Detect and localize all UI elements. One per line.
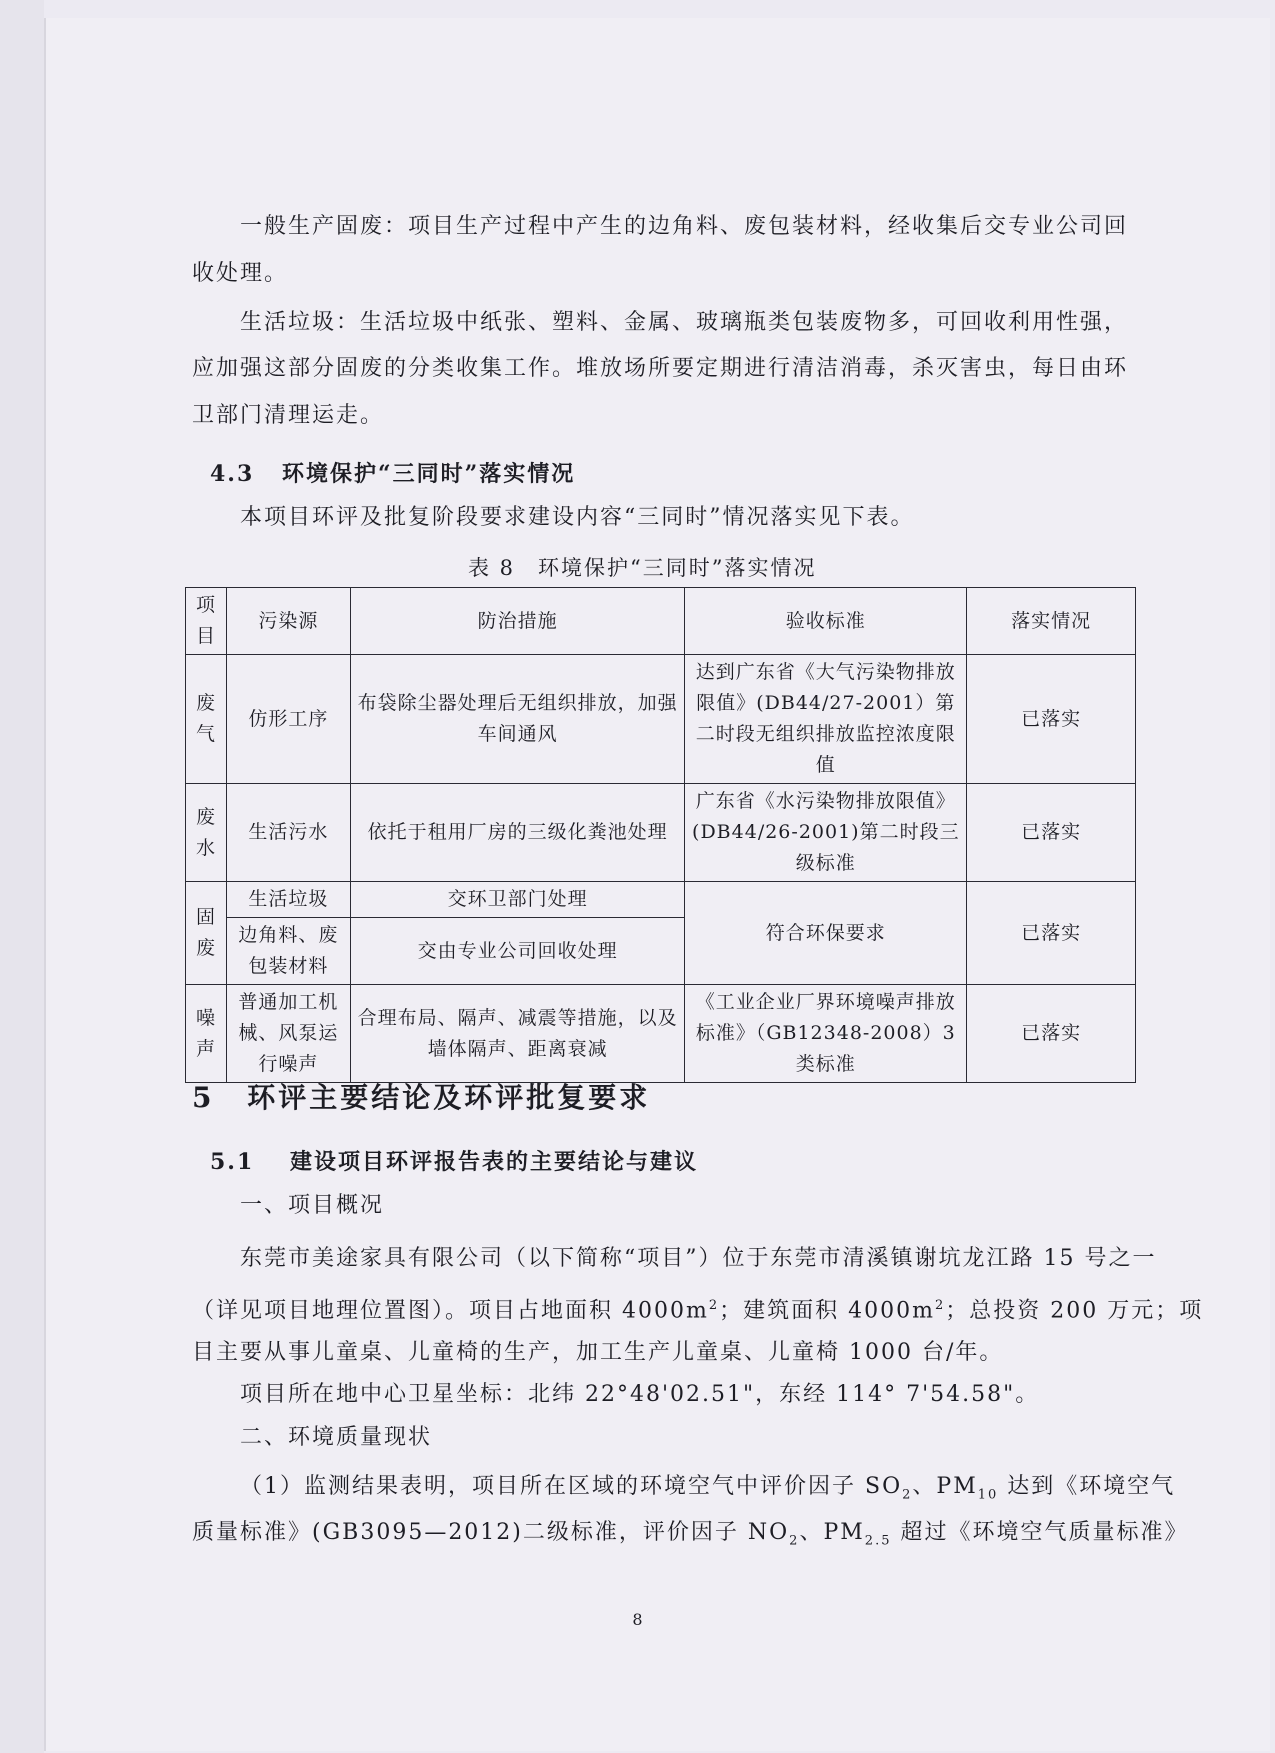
section-title: 环境保护“三同时”落实情况 bbox=[281, 461, 576, 487]
standard-cell: 达到广东省《大气污染物排放限值》(DB44/27-2001）第二时段无组织排放监控浓度限值 bbox=[685, 655, 967, 784]
table-header-cell: 污染源 bbox=[226, 588, 350, 655]
subheading: 一、项目概况 bbox=[240, 1193, 385, 1218]
text-span: 达到《环境空气 bbox=[998, 1474, 1176, 1499]
table-caption: 表 8 环境保护“三同时”落实情况 bbox=[468, 556, 817, 580]
text-span: 、PM bbox=[912, 1474, 978, 1499]
table-header-cell: 落实情况 bbox=[967, 588, 1136, 655]
text-span: 超过《环境空气质量标准》 bbox=[891, 1520, 1189, 1545]
paragraph-line: 收处理。 bbox=[192, 261, 289, 286]
section-heading-4-3 bbox=[210, 457, 575, 488]
subscript: 2 bbox=[789, 1533, 800, 1549]
measure-cell: 合理布局、隔声、减震等措施，以及墙体隔声、距离衰减 bbox=[350, 985, 685, 1083]
text-span: 质量标准》(GB3095—2012)二级标准，评价因子 NO bbox=[192, 1520, 790, 1545]
three-simultaneity-table bbox=[185, 587, 1136, 1083]
table-row bbox=[186, 655, 1136, 784]
table-row bbox=[186, 985, 1136, 1083]
measure-cell: 布袋除尘器处理后无组织排放，加强车间通风 bbox=[350, 655, 685, 784]
section-intro: 本项目环评及批复阶段要求建设内容“三同时”情况落实见下表。 bbox=[240, 505, 915, 530]
table-header-cell: 验收标准 bbox=[685, 588, 967, 655]
table-header-cell: 项目 bbox=[186, 588, 227, 655]
category-cell: 噪声 bbox=[186, 985, 227, 1083]
text-span: ；总投资 200 万元；项 bbox=[945, 1298, 1204, 1324]
standard-cell: 符合环保要求 bbox=[685, 882, 967, 985]
section-number: 5.1 bbox=[210, 1149, 255, 1175]
status-cell: 已落实 bbox=[967, 985, 1136, 1083]
source-cell: 仿形工序 bbox=[226, 655, 350, 784]
status-cell: 已落实 bbox=[967, 655, 1136, 784]
standard-cell: 广东省《水污染物排放限值》(DB44/26-2001)第二时段三级标准 bbox=[685, 784, 967, 882]
status-cell: 已落实 bbox=[967, 784, 1136, 882]
section-title: 环评主要结论及环评批复要求 bbox=[247, 1081, 651, 1114]
paragraph-line: 项目所在地中心卫星坐标：北纬 22°48'02.51"，东经 114° 7'54.58"。 bbox=[240, 1382, 1040, 1407]
paragraph-line: 生活垃圾：生活垃圾中纸张、塑料、金属、玻璃瓶类包装废物多，可回收利用性强， bbox=[240, 310, 1129, 335]
paragraph-line bbox=[192, 1291, 1203, 1326]
table-header-cell: 防治措施 bbox=[350, 588, 685, 655]
subscript: 10 bbox=[977, 1487, 999, 1503]
measure-cell: 交由专业公司回收处理 bbox=[350, 918, 685, 985]
text-span: 、PM bbox=[799, 1520, 865, 1545]
category-cell: 固废 bbox=[186, 882, 227, 985]
section-number: 5 bbox=[192, 1081, 215, 1114]
subscript: 2 bbox=[902, 1487, 913, 1503]
text-span: （1）监测结果表明，项目所在区域的环境空气中评价因子 SO bbox=[240, 1474, 903, 1499]
category-cell: 废气 bbox=[186, 655, 227, 784]
section-number: 4.3 bbox=[210, 461, 255, 487]
paragraph-line: 应加强这部分固废的分类收集工作。堆放场所要定期进行清洁消毒，杀灭害虫，每日由环 bbox=[192, 356, 1129, 381]
superscript: 2 bbox=[934, 1298, 946, 1313]
paragraph-line: 东莞市美途家具有限公司（以下简称“项目”）位于东莞市清溪镇谢坑龙江路 15 号之一 bbox=[240, 1246, 1157, 1271]
table-header-row bbox=[186, 588, 1136, 655]
table-row bbox=[186, 784, 1136, 882]
standard-cell: 《工业企业厂界环境噪声排放标准》（GB12348-2008）3类标准 bbox=[685, 985, 967, 1083]
paragraph-line: 卫部门清理运走。 bbox=[192, 403, 385, 428]
text-span: （详见项目地理位置图）。项目占地面积 4000m bbox=[192, 1298, 709, 1324]
status-cell: 已落实 bbox=[967, 882, 1136, 985]
source-cell: 生活垃圾 bbox=[226, 882, 350, 918]
subscript: 2.5 bbox=[864, 1533, 892, 1549]
table-row bbox=[186, 882, 1136, 918]
scan-edge bbox=[0, 0, 44, 1753]
source-cell: 生活污水 bbox=[226, 784, 350, 882]
source-cell: 普通加工机械、风泵运行噪声 bbox=[226, 985, 350, 1083]
superscript: 2 bbox=[708, 1298, 720, 1313]
section-heading-5 bbox=[192, 1076, 650, 1116]
paragraph-line: 目主要从事儿童桌、儿童椅的生产，加工生产儿童桌、儿童椅 1000 台/年。 bbox=[192, 1340, 1004, 1365]
section-heading-5-1 bbox=[210, 1145, 698, 1176]
source-cell: 边角料、废包装材料 bbox=[226, 918, 350, 985]
measure-cell: 交环卫部门处理 bbox=[350, 882, 685, 918]
text-span: ；建筑面积 4000m bbox=[719, 1298, 935, 1324]
section-title: 建设项目环评报告表的主要结论与建议 bbox=[289, 1149, 698, 1175]
paragraph-line bbox=[240, 1472, 1175, 1510]
subheading: 二、环境质量现状 bbox=[240, 1425, 433, 1450]
paragraph-line: 一般生产固废：项目生产过程中产生的边角料、废包装材料，经收集后交专业公司回 bbox=[240, 214, 1129, 239]
page-number: 8 bbox=[632, 1610, 643, 1629]
measure-cell: 依托于租用厂房的三级化粪池处理 bbox=[350, 784, 685, 882]
paragraph-line bbox=[192, 1518, 1188, 1556]
category-cell: 废水 bbox=[186, 784, 227, 882]
